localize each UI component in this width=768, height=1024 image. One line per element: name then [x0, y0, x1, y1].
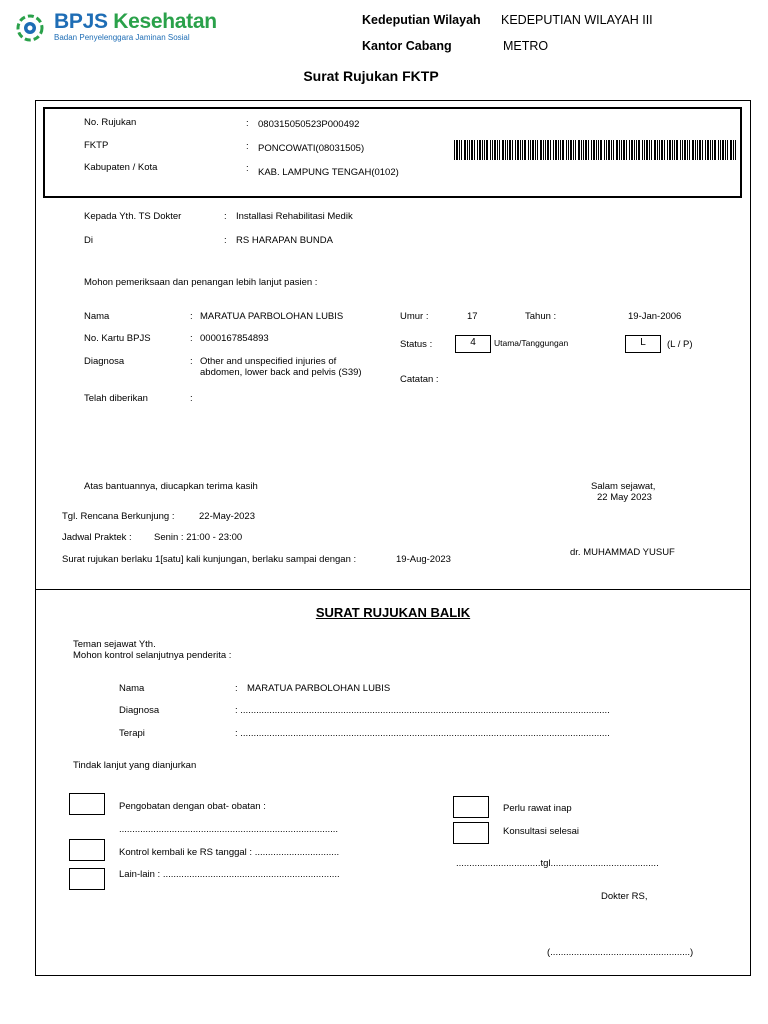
- colon: :: [246, 141, 249, 152]
- page-title: Surat Rujukan FKTP: [303, 68, 439, 84]
- diagnosa-line-2: abdomen, lower back and pelvis (S39): [200, 367, 362, 378]
- colon: :: [224, 235, 227, 246]
- rencana-label: Tgl. Rencana Berkunjung :: [62, 511, 175, 522]
- rencana-value: 22-May-2023: [199, 511, 255, 522]
- balik-terapi-label: Terapi: [119, 728, 145, 739]
- colon: :: [246, 163, 249, 174]
- umur-label: Umur :: [400, 311, 429, 322]
- signature-line: (.....................................................): [547, 947, 694, 958]
- intro-text: Mohon pemeriksaan dan penangan lebih lanjut pasien :: [84, 277, 318, 288]
- berlaku-value: 19-Aug-2023: [396, 554, 451, 565]
- status-value-box: 4: [455, 335, 491, 353]
- umur-value: 17: [467, 311, 478, 322]
- sex-value-box: L: [625, 335, 661, 353]
- kabupaten-label: Kabupaten / Kota: [84, 162, 158, 173]
- thanks-text: Atas bantuannya, diucapkan terima kasih: [84, 481, 258, 492]
- colon: :: [190, 333, 193, 344]
- balik-title: SURAT RUJUKAN BALIK: [315, 605, 471, 620]
- status-note: Utama/Tanggungan: [494, 338, 569, 348]
- sex-note: (L / P): [667, 339, 693, 350]
- jadwal-value: Senin : 21:00 - 23:00: [154, 532, 243, 543]
- catatan-label: Catatan :: [400, 374, 439, 385]
- salam-text: Salam sejawat,: [591, 481, 656, 492]
- nama-label: Nama: [84, 311, 110, 322]
- balik-diagnosa-label: Diagnosa: [119, 705, 160, 716]
- colon: :: [190, 393, 193, 404]
- opt-rawat-label: Perlu rawat inap: [503, 803, 572, 814]
- checkbox-kontrol[interactable]: [69, 839, 105, 861]
- jadwal-label: Jadwal Praktek :: [62, 532, 132, 543]
- section-divider: [35, 589, 751, 590]
- bpjs-logo-icon: [16, 14, 44, 42]
- greeting-line-1: Teman sejawat Yth.: [73, 639, 156, 650]
- no-rujukan-value: 080315050523P000492: [258, 119, 360, 130]
- balik-nama-value: MARATUA PARBOLOHAN LUBIS: [247, 683, 391, 694]
- colon: :: [190, 356, 193, 367]
- tahun-label: Tahun :: [525, 311, 557, 322]
- greeting-line-2: Mohon kontrol selanjutnya penderita :: [73, 650, 232, 661]
- document-frame: [35, 100, 751, 976]
- diagnosa-line-1: Other and unspecified injuries of: [200, 356, 337, 367]
- status-label: Status :: [400, 339, 433, 350]
- colon: :: [246, 118, 249, 129]
- no-rujukan-label: No. Rujukan: [84, 117, 137, 128]
- logo-subtitle: Badan Penyelenggara Jaminan Sosial: [54, 33, 190, 42]
- logo-text: BPJS Kesehatan: [54, 10, 217, 33]
- opt-obat-label: Pengobatan dengan obat- obatan :: [119, 801, 266, 812]
- kartu-label: No. Kartu BPJS: [84, 333, 151, 344]
- balik-diagnosa-dots: : ............................................................................................................................................: [235, 705, 610, 716]
- doctor-name: dr. MUHAMMAD YUSUF: [570, 547, 675, 558]
- tahun-value: 19-Jan-2006: [628, 311, 682, 322]
- checkbox-obat[interactable]: [69, 793, 105, 815]
- kepada-label: Kepada Yth. TS Dokter: [84, 211, 182, 222]
- kabupaten-value: KAB. LAMPUNG TENGAH(0102): [258, 167, 399, 178]
- kantor-value: METRO: [503, 39, 549, 53]
- di-value: RS HARAPAN BUNDA: [236, 235, 333, 246]
- opt-kontrol-label: Kontrol kembali ke RS tanggal : ................................: [119, 847, 340, 858]
- tgl-line: ................................tgl.........................................: [456, 858, 659, 869]
- colon: :: [190, 311, 193, 322]
- kedeputian-label: Kedeputian Wilayah: [362, 13, 481, 27]
- checkbox-rawat-inap[interactable]: [453, 796, 489, 818]
- tindak-lanjut-label: Tindak lanjut yang dianjurkan: [73, 760, 197, 771]
- barcode-image: [454, 140, 736, 160]
- telah-diberikan-label: Telah diberikan: [84, 393, 148, 404]
- balik-terapi-dots: : ............................................................................................................................................: [235, 728, 610, 739]
- kantor-label: Kantor Cabang: [362, 39, 452, 53]
- opt-lain-label: Lain-lain : ...................................................................: [119, 869, 340, 880]
- fktp-label: FKTP: [84, 140, 109, 151]
- balik-nama-label: Nama: [119, 683, 145, 694]
- opt-obat-dots: ...................................................................................: [119, 824, 339, 835]
- kepada-value: Installasi Rehabilitasi Medik: [236, 211, 353, 222]
- colon: :: [224, 211, 227, 222]
- colon: :: [235, 683, 238, 694]
- di-label: Di: [84, 235, 93, 246]
- kedeputian-value: KEDEPUTIAN WILAYAH III: [501, 13, 653, 27]
- diagnosa-label: Diagnosa: [84, 356, 125, 367]
- checkbox-konsultasi[interactable]: [453, 822, 489, 844]
- nama-value: MARATUA PARBOLOHAN LUBIS: [200, 311, 344, 322]
- fktp-value: PONCOWATI(08031505): [258, 143, 365, 154]
- berlaku-text: Surat rujukan berlaku 1[satu] kali kunjungan, berlaku sampai dengan :: [62, 554, 357, 565]
- dokter-rs-label: Dokter RS,: [601, 891, 648, 902]
- opt-konsul-label: Konsultasi selesai: [503, 826, 580, 837]
- letter-date: 22 May 2023: [597, 492, 652, 503]
- kartu-value: 0000167854893: [200, 333, 269, 344]
- checkbox-lain[interactable]: [69, 868, 105, 890]
